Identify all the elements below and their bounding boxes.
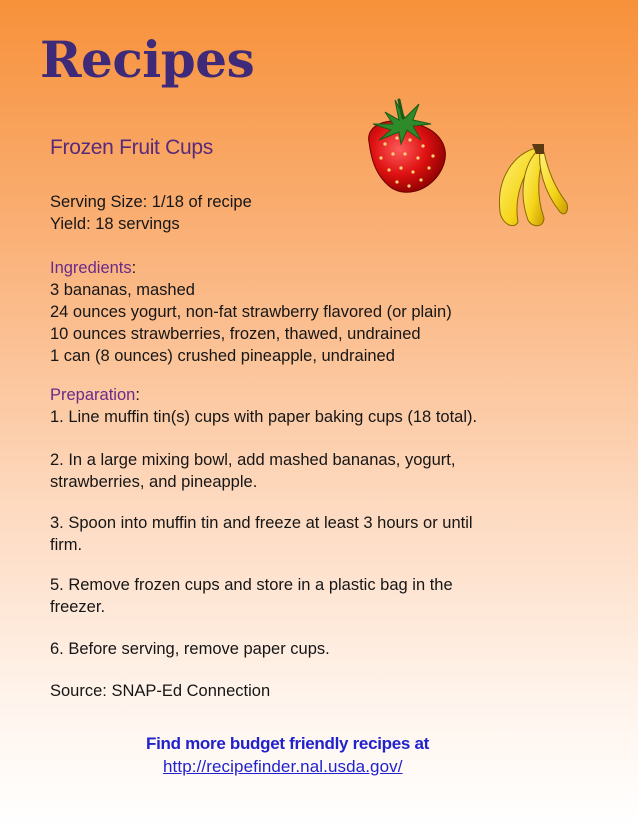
step-3: 3. Spoon into muffin tin and freeze at least 3 hours or until firm.	[50, 514, 473, 554]
ingredients-section	[50, 257, 452, 367]
serving-info	[50, 191, 252, 235]
strawberry-icon	[355, 94, 460, 199]
preparation-section	[50, 384, 477, 428]
step-1: 1. Line muffin tin(s) cups with paper baking cups (18 total).	[50, 408, 478, 426]
step-2: 2. In a large mixing bowl, add mashed bananas, yogurt, strawberries, and pineapple.	[50, 451, 456, 491]
page-title: Recipes	[40, 30, 255, 89]
ingredient-item: 3 bananas, mashed	[50, 281, 195, 299]
ingredient-item: 10 ounces strawberries, frozen, thawed, undrained	[50, 325, 421, 343]
recipe-title: Frozen Fruit Cups	[50, 136, 213, 159]
banana-icon	[474, 138, 570, 234]
ingredients-heading: Ingredients:	[50, 259, 137, 277]
serving-size: Serving Size: 1/18 of recipe	[50, 193, 252, 211]
source: Source: SNAP-Ed Connection	[50, 682, 271, 700]
preparation-heading: Preparation:	[50, 386, 140, 404]
ingredient-item: 1 can (8 ounces) crushed pineapple, undrained	[50, 347, 395, 365]
footer-text: Find more budget friendly recipes at	[146, 734, 429, 753]
ingredient-item: 24 ounces yogurt, non-fat strawberry flavored (or plain)	[50, 303, 452, 321]
step-6: 6. Before serving, remove paper cups.	[50, 640, 330, 658]
recipefinder-link[interactable]: http://recipefinder.nal.usda.gov/	[163, 757, 403, 776]
yield: Yield: 18 servings	[50, 215, 180, 233]
step-5: 5. Remove frozen cups and store in a plastic bag in the freezer.	[50, 576, 453, 616]
